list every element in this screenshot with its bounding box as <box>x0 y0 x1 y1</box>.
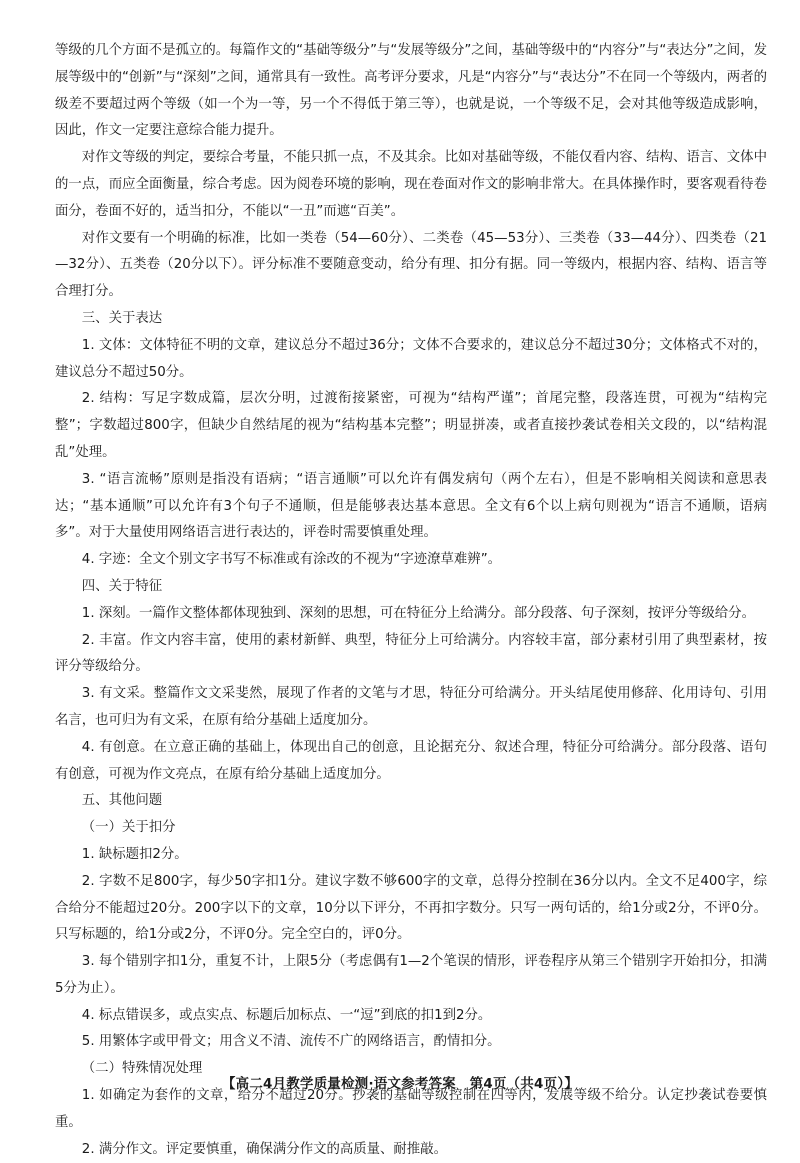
deduction-item-characters: 5. 用繁体字或甲骨文；用含义不清、流传不广的网络语言，酌情扣分。 <box>81 1034 501 1050</box>
deduction-item-title: 1. 缺标题扣2分。 <box>81 846 188 862</box>
feature-item-richness: 2. 丰富。作文内容丰富，使用的素材新鲜、典型，特征分上可给满分。内容较丰富，部分素材引用了典型素材，按评分等级给分。 <box>55 632 767 675</box>
deduction-item-punctuation: 4. 标点错误多，或点实点、标题后加标点、一“逗”到底的扣1到2分。 <box>81 1007 492 1023</box>
feature-item-literary: 3. 有文采。整篇作文文采斐然，展现了作者的文笔与才思，特征分可给满分。开头结尾使用修辞、化用诗句、引用名言，也可归为有文采，在原有给分基础上适度加分。 <box>55 686 767 728</box>
page-content <box>55 38 767 1163</box>
expression-item-style: 1. 文体：文体特征不明的文章，建议总分不超过36分；文体不合要求的，建议总分不超过30分；文体格式不对的，建议总分不超过50分。 <box>55 337 767 380</box>
feature-item-depth: 1. 深刻。一篇作文整体都体现独到、深刻的思想，可在特征分上给满分。部分段落、句子深刻，按评分等级给分。 <box>81 605 755 621</box>
paragraph-grade-judgement: 对作文等级的判定，要综合考量，不能只抓一点，不及其余。比如对基础等级，不能仅看内容、结构、语言、文体中的一点，而应全面衡量，综合考虑。因为阅卷环境的影响，现在卷面对作文的影响非常大。在具体操作时，要客观看待卷面分，卷面不好的，适当扣分，不能以“一丑”而遮“百美”。 <box>55 150 767 219</box>
expression-item-structure: 2. 结构：写足字数成篇，层次分明，过渡衔接紧密，可视为“结构严谨”；首尾完整，段落连贯，可视为“结构完整”；字数超过800字，但缺少自然结尾的视为“结构基本完整”；明显拼凑，或者直接抄袭试卷相关文段的，以“结构混乱”处理。 <box>55 391 767 460</box>
subsection-heading-special-cases: （二）特殊情况处理 <box>81 1061 203 1077</box>
deduction-item-typos: 3. 每个错别字扣1分，重复不计，上限5分（考虑偶有1—2个笔误的情形，评卷程序从第三个错别字开始扣分，扣满5分为止）。 <box>55 954 767 996</box>
special-item-full-marks: 2. 满分作文。评定要慎重，确保满分作文的高质量、耐推敲。 <box>81 1141 447 1157</box>
expression-item-language: 3. “语言流畅”原则是指没有语病；“语言通顺”可以允许有偶发病句（两个左右），但是不影响相关阅读和意思表达；“基本通顺”可以允许有3个句子不通顺，但是能够表达基本意思。全文有6个以上病句则视为“语言不通顺，语病多”。对于大量使用网络语言进行表达的，评卷时需要慎重处理。 <box>55 471 767 541</box>
feature-item-creativity: 4. 有创意。在立意正确的基础上，体现出自己的创意，且论据充分、叙述合理，特征分可给满分。部分段落、语句有创意，可视为作文亮点，在原有给分基础上适度加分。 <box>55 739 767 782</box>
section-heading-features: 四、关于特征 <box>81 578 163 594</box>
section-heading-expression: 三、关于表达 <box>81 310 163 326</box>
section-heading-other: 五、其他问题 <box>81 793 163 809</box>
special-item-template: 1. 如确定为套作的文章，给分不超过20分。抄袭的基础等级控制在四等内，发展等级不给分。认定抄袭试卷要慎重。 <box>55 1088 767 1130</box>
subsection-heading-deductions: （一）关于扣分 <box>81 820 176 836</box>
paragraph-grade-standard: 对作文要有一个明确的标准，比如一类卷（54—60分）、二类卷（45—53分）、三类卷（33—44分）、四类卷（21—32分）、五类卷（20分以下）。评分标准不要随意变动，给分有理、扣分有据。同一等级内，根据内容、结构、语言等合理打分。 <box>55 230 767 300</box>
page-footer: 【高二4月教学质量检测·语文参考答案 第4页（共4页）】 <box>221 1077 579 1092</box>
paragraph-grade-consistency: 等级的几个方面不是孤立的。每篇作文的“基础等级分”与“发展等级分”之间，基础等级中的“内容分”与“表达分”之间，发展等级中的“创新”与“深刻”之间，通常具有一致性。高考评分要求，凡是“内容分”与“表达分”不在同一个等级内，两者的级差不要超过两个等级（如一个为一等，另一个不得低于第三等），也就是说，一个等级不足，会对其他等级造成影响，因此，作文一定要注意综合能力提升。 <box>55 43 767 139</box>
deduction-item-wordcount: 2. 字数不足800字，每少50字扣1分。建议字数不够600字的文章，总得分控制在36分以内。全文不足400字，综合给分不能超过20分。200字以下的文章，10分以下评分，不再扣字数分。只写一两句话的，给1分或2分，不评0分。只写标题的，给1分或2分，不评0分。完全空白的，评0分。 <box>55 873 767 943</box>
expression-item-handwriting: 4. 字迹：全文个别文字书写不标准或有涂改的不视为“字迹潦草难辨”。 <box>81 552 502 568</box>
